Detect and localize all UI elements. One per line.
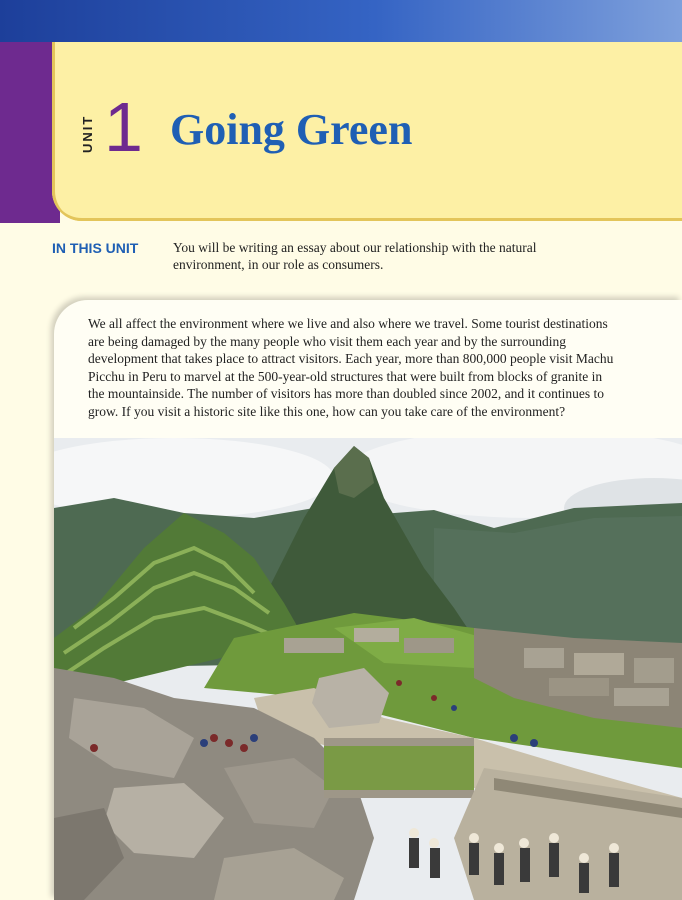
top-color-bar [0, 0, 682, 42]
side-accent-strip [0, 42, 60, 223]
unit-label: UNIT [80, 114, 95, 153]
content-card [54, 300, 682, 900]
unit-number: 1 [104, 88, 143, 166]
page-title: Going Green [170, 105, 413, 154]
machu-picchu-photo [54, 438, 682, 900]
in-this-unit-label: IN THIS UNIT [52, 240, 139, 256]
intro-paragraph: We all affect the environment where we live and also where we travel. Some tourist destinations are being damaged by the many people who visit them each year and by the surrounding development that takes place to attract visitors. Each year, more than 800,000 people visit Machu Picchu in Peru to marvel at the 500-year-old structures that were built from blocks of granite in the mountainside. The number of visitors has more than doubled since 2002, and it continues to grow. If you visit a historic site like this one, how can you take care of the environment? [88, 316, 614, 419]
in-this-unit-text: You will be writing an essay about our relationship with the natural environment, in our role as consumers. [173, 240, 537, 272]
